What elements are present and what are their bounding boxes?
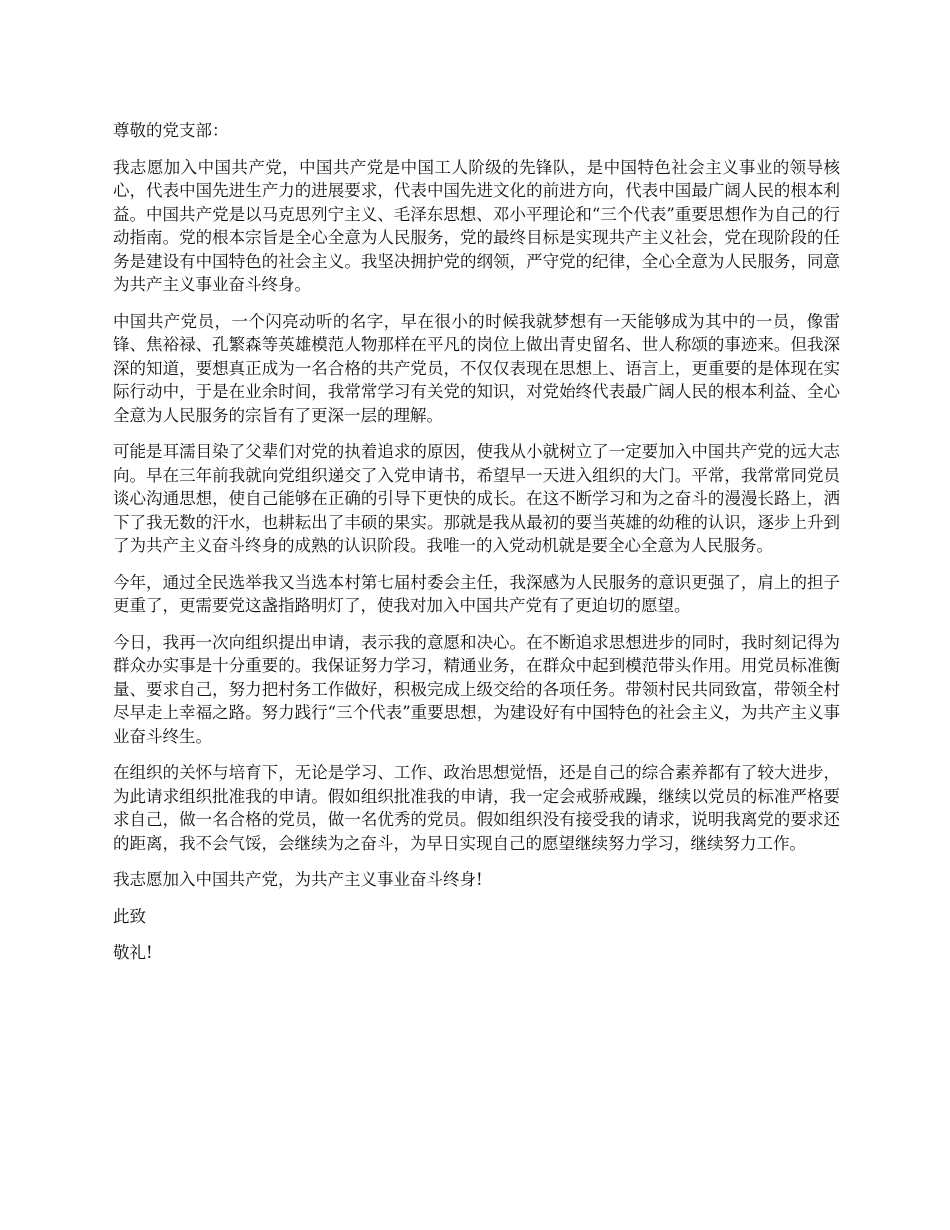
paragraph-6: 在组织的关怀与培育下，无论是学习、工作、政治思想觉悟，还是自己的综合素养都有了较大进步，为此请求组织批准我的申请。假如组织批准我的申请，我一定会戒骄戒躁，继续以党员的标准严格要求自己，做一名合格的党员，做一名优秀的党员。假如组织没有接受我的请求，说明我离党的要求还的距离，我不会气馁，会继续为之奋斗，为早日实现自己的愿望继续努力学习，继续努力工作。 [113,763,840,853]
paragraph-5: 今日，我再一次向组织提出申请，表示我的意愿和决心。在不断追求思想进步的同时，我时刻记得为群众办实事是十分重要的。我保证努力学习，精通业务，在群众中起到模范带头作用。用党员标准衡量、要求自己，努力把村务工作做好，积极完成上级交给的各项任务。带领村民共同致富，带领全村尽早走上幸福之路。努力践行“三个代表”重要思想，为建设好有中国特色的社会主义，为共产主义事业奋斗终生。 [113,632,840,746]
paragraph-2: 中国共产党员，一个闪亮动听的名字，早在很小的时候我就梦想有一天能够成为其中的一员，像雷锋、焦裕禄、孔繁森等英雄模范人物那样在平凡的岗位上做出青史留名、世人称颂的事迹来。但我深深的知道，要想真正成为一名合格的共产党员，不仅仅表现在思想上、语言上，更重要的是体现在实际行动中，于是在业余时间，我常常学习有关党的知识，对党始终代表最广阔人民的根本利益、全心全意为人民服务的宗旨有了更深一层的理解。 [113,311,840,425]
letter-page [113,119,840,978]
paragraph-3: 可能是耳濡目染了父辈们对党的执着追求的原因，使我从小就树立了一定要加入中国共产党的远大志向。早在三年前我就向党组织递交了入党申请书，希望早一天进入组织的大门。平常，我常常同党员谈心沟通思想，使自己能够在正确的引导下更快的成长。在这不断学习和为之奋斗的漫漫长路上，洒下了我无数的汗水，也耕耘出了丰硕的果实。那就是我从最初的要当英雄的幼稚的认识，逐步上升到了为共产主义奋斗终身的成熟的认识阶段。我唯一的入党动机就是要全心全意为人民服务。 [113,442,840,555]
paragraph-1: 我志愿加入中国共产党，中国共产党是中国工人阶级的先锋队，是中国特色社会主义事业的领导核心，代表中国先进生产力的进展要求，代表中国先进文化的前进方向，代表中国最广阔人民的根本利益。中国共产党是以马克思列宁主义、毛泽东思想、邓小平理论和“三个代表”重要思想作为自己的行动指南。党的根本宗旨是全心全意为人民服务，党的最终目标是实现共产主义社会，党在现阶段的任务是建设有中国特色的社会主义。我坚决拥护党的纲领，严守党的纪律，全心全意为人民服务，同意为共产主义事业奋斗终身。 [113,157,840,294]
salutation: 尊敬的党支部： [113,121,229,140]
closing-line-2: 敬礼! [113,943,153,962]
paragraph-4: 今年，通过全民选举我又当选本村第七届村委会主任，我深感为人民服务的意识更强了，肩上的担子更重了，更需要党这盏指路明灯了，使我对加入中国共产党有了更迫切的愿望。 [113,572,840,615]
paragraph-7: 我志愿加入中国共产党，为共产主义事业奋斗终身! [113,870,483,889]
closing-line-1: 此致 [113,906,146,926]
